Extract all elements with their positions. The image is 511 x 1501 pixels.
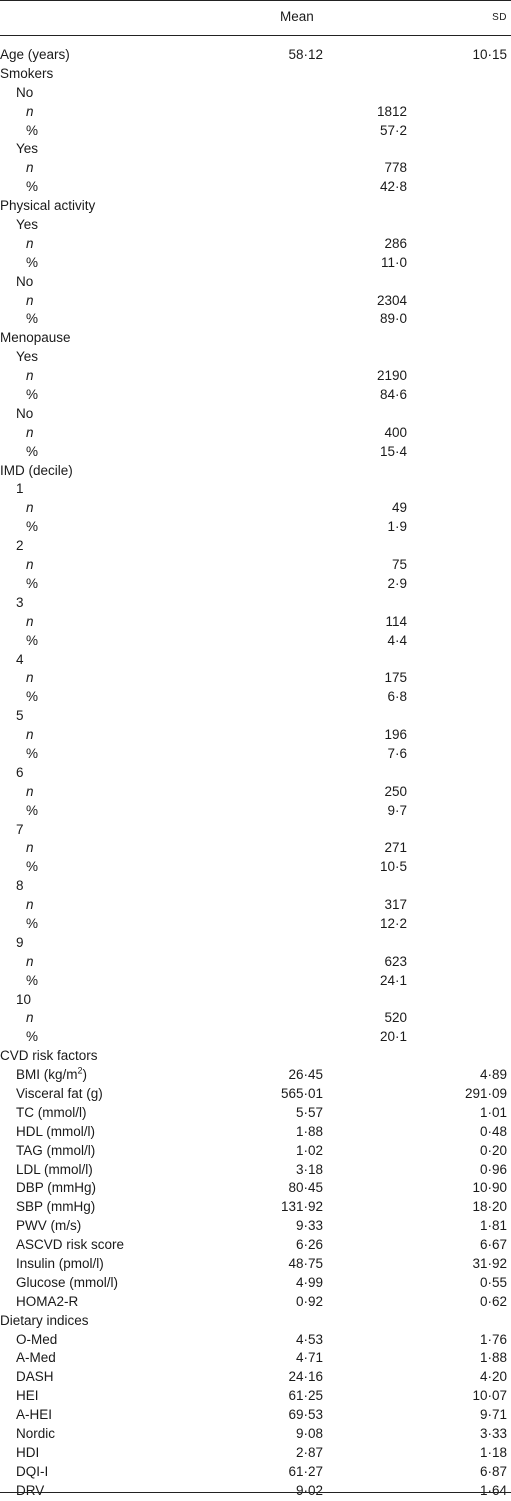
table-row: [0, 953, 511, 972]
row-label: No: [16, 273, 34, 289]
table-row: [0, 1444, 511, 1463]
sd-value: 0·48: [479, 1123, 507, 1139]
table-body: [0, 36, 511, 1501]
table-row: [0, 348, 511, 367]
table-row: [0, 462, 511, 481]
table-row: [0, 254, 511, 273]
table-row: [0, 103, 511, 122]
table-row: [0, 1142, 511, 1161]
row-label: n: [26, 1010, 34, 1026]
table-row: [0, 669, 511, 688]
row-label: n: [26, 368, 34, 384]
table-row: [0, 1047, 511, 1066]
table-row: [0, 216, 511, 235]
row-label: %: [26, 122, 39, 138]
row-label: ASCVD risk score: [16, 1237, 125, 1253]
count-value: 1·9: [387, 519, 407, 535]
row-label: %: [26, 519, 39, 535]
row-label: %: [26, 575, 39, 591]
row-label: n: [26, 897, 34, 913]
table-row: [0, 858, 511, 877]
row-label: %: [26, 179, 39, 195]
count-value: 2304: [376, 292, 407, 308]
row-label: 3: [16, 594, 24, 610]
count-value: 4·4: [387, 632, 407, 648]
row-label: HOMA2-R: [16, 1293, 79, 1309]
mean-value: 5·57: [295, 1104, 323, 1120]
table-row: [0, 1009, 511, 1028]
row-label: %: [26, 387, 39, 403]
table-header: [0, 1, 511, 35]
count-value: 175: [384, 670, 407, 686]
table-row: [0, 1425, 511, 1444]
row-label: A-HEI: [16, 1407, 53, 1423]
row-label: DRV: [16, 1482, 45, 1498]
row-label: Menopause: [0, 330, 71, 346]
table-row: [0, 1198, 511, 1217]
table-row: [0, 1123, 511, 1142]
count-value: 778: [384, 160, 407, 176]
row-label: CVD risk factors: [0, 1048, 98, 1064]
mean-value: 61·25: [288, 1388, 323, 1404]
table-row: [0, 443, 511, 462]
row-label: %: [26, 443, 39, 459]
table-row: [0, 934, 511, 953]
row-label: Insulin (pmol/l): [16, 1256, 104, 1271]
table-row: [0, 329, 511, 348]
mean-value: 4·71: [295, 1350, 323, 1366]
sd-value: 0·20: [479, 1142, 507, 1158]
row-label: %: [26, 859, 39, 875]
row-label: Dietary indices: [0, 1312, 89, 1328]
table-row: [0, 613, 511, 632]
row-label: n: [26, 840, 34, 856]
row-label: DQI-I: [16, 1463, 49, 1479]
table-row: [0, 159, 511, 178]
row-label: 7: [16, 821, 24, 837]
count-value: 317: [384, 897, 407, 913]
table-row: [0, 1028, 511, 1047]
sd-value: 0·62: [479, 1293, 507, 1309]
row-label: HEI: [16, 1388, 39, 1404]
sd-value: 3·33: [479, 1426, 507, 1442]
count-value: 15·4: [379, 443, 407, 459]
mean-value: 9·33: [295, 1218, 323, 1234]
table-row: [0, 235, 511, 254]
row-label: n: [26, 235, 34, 251]
row-label: BMI $(kg/m^2)$: [16, 1065, 88, 1083]
header-mean: Mean: [280, 9, 314, 24]
table-row: [0, 1085, 511, 1104]
sd-value: 6·67: [479, 1237, 507, 1253]
sd-value: 0·55: [479, 1274, 507, 1290]
table-row: [0, 46, 511, 65]
row-label: Physical activity: [0, 198, 96, 214]
sd-value: 6·87: [479, 1463, 507, 1479]
row-label: n: [26, 103, 34, 119]
count-value: 2·9: [387, 575, 407, 591]
row-label: n: [26, 424, 34, 440]
row-label: Visceral fat (g): [16, 1085, 103, 1101]
table-row: [0, 310, 511, 329]
sd-value: 10·90: [472, 1180, 507, 1196]
table-row: [0, 1331, 511, 1350]
mean-value: 6·26: [295, 1237, 323, 1253]
row-label: %: [26, 1029, 39, 1045]
row-label: Age (years): [0, 47, 70, 62]
row-label: n: [26, 613, 34, 629]
row-label: Yes: [16, 349, 39, 365]
table-row: [0, 556, 511, 575]
table-row: [0, 499, 511, 518]
row-label: DASH: [16, 1369, 54, 1385]
sd-value: 1·18: [479, 1444, 507, 1460]
table-row: [0, 1255, 511, 1274]
table-row: [0, 518, 511, 537]
mean-value: 69·53: [288, 1407, 323, 1423]
row-label: 10: [16, 991, 32, 1007]
sd-value: 10·15: [472, 47, 507, 62]
table-row: [0, 197, 511, 216]
mean-value: 131·92: [280, 1199, 323, 1215]
table-row: [0, 65, 511, 84]
row-label: Yes: [16, 217, 39, 233]
table-row: [0, 972, 511, 991]
table-row: [0, 915, 511, 934]
count-value: 42·8: [379, 179, 407, 195]
table-row: [0, 1293, 511, 1312]
row-label: SBP (mmHg): [16, 1199, 96, 1215]
row-label: 5: [16, 708, 24, 724]
table-row: [0, 84, 511, 103]
row-label: 9: [16, 934, 24, 950]
count-value: 271: [384, 840, 407, 856]
row-label: 6: [16, 764, 24, 780]
table-row: [0, 575, 511, 594]
count-value: 250: [384, 783, 407, 799]
table-row: [0, 178, 511, 197]
count-value: 196: [384, 727, 407, 743]
table-row: [0, 480, 511, 499]
row-label: 8: [16, 878, 24, 894]
row-label: Nordic: [16, 1426, 56, 1442]
table-row: [0, 839, 511, 858]
sd-value: 9·71: [479, 1407, 507, 1423]
table-row: [0, 877, 511, 896]
mean-value: 80·45: [288, 1180, 323, 1196]
table-row: [0, 1349, 511, 1368]
table-row: [0, 688, 511, 707]
sd-value: 10·07: [472, 1388, 507, 1404]
count-value: 49: [391, 500, 407, 516]
row-label: %: [26, 802, 39, 818]
table-row: [0, 991, 511, 1010]
header-sd: SD: [492, 12, 507, 23]
mean-value: 1·02: [295, 1142, 323, 1158]
count-value: 24·1: [379, 972, 407, 988]
mean-value: 3·18: [295, 1161, 323, 1177]
count-value: 57·2: [379, 122, 407, 138]
row-label: O-Med: [16, 1331, 58, 1347]
count-value: 84·6: [379, 387, 407, 403]
count-value: 7·6: [387, 745, 407, 761]
mean-value: 4·99: [295, 1274, 323, 1290]
mean-value: 24·16: [288, 1369, 323, 1385]
count-value: 12·2: [379, 915, 407, 931]
table-row: [0, 1179, 511, 1198]
row-label: 1: [16, 481, 24, 497]
row-label: n: [26, 670, 34, 686]
row-label: No: [16, 84, 34, 100]
row-label: %: [26, 254, 39, 270]
table-row: [0, 1312, 511, 1331]
row-label: LDL (mmol/l): [16, 1161, 93, 1177]
row-label: %: [26, 745, 39, 761]
table-row: [0, 632, 511, 651]
table-row: [0, 1104, 511, 1123]
row-label: n: [26, 292, 34, 308]
table-row: [0, 802, 511, 821]
table-row: [0, 1406, 511, 1425]
mean-value: 1·88: [295, 1123, 323, 1139]
table-row: [0, 1368, 511, 1387]
sd-value: 1·64: [479, 1482, 507, 1498]
row-label: Smokers: [0, 65, 54, 81]
table-row: [0, 122, 511, 141]
sd-value: 1·01: [479, 1104, 507, 1120]
row-label: %: [26, 311, 39, 327]
count-value: 2190: [376, 368, 407, 384]
table-row: [0, 140, 511, 159]
row-label: %: [26, 972, 39, 988]
table-row: [0, 707, 511, 726]
row-label: n: [26, 783, 34, 799]
row-label: n: [26, 953, 34, 969]
table-row: [0, 651, 511, 670]
table-row: [0, 783, 511, 802]
count-value: 20·1: [379, 1029, 407, 1045]
row-label: %: [26, 689, 39, 705]
table-row: [0, 764, 511, 783]
mean-value: 565·01: [280, 1085, 323, 1101]
table-row: [0, 1066, 511, 1085]
row-label: PWV (m/s): [16, 1218, 82, 1234]
row-label: n: [26, 557, 34, 573]
count-value: 89·0: [379, 311, 407, 327]
mean-value: 9·02: [295, 1482, 323, 1498]
count-value: 1812: [376, 103, 407, 119]
row-label: HDI: [16, 1444, 40, 1460]
count-value: 400: [384, 424, 407, 440]
table-row: [0, 292, 511, 311]
sd-value: 0·96: [479, 1161, 507, 1177]
table-row: [0, 896, 511, 915]
mean-value: 4·53: [295, 1331, 323, 1347]
row-label: No: [16, 405, 34, 421]
table-row: [0, 1463, 511, 1482]
row-label: %: [26, 915, 39, 931]
count-value: 9·7: [387, 802, 407, 818]
count-value: 286: [384, 235, 407, 251]
mean-value: 61·27: [288, 1463, 323, 1479]
count-value: 623: [384, 953, 407, 969]
table-row: [0, 1387, 511, 1406]
sd-value: 1·76: [479, 1331, 507, 1347]
table-row: [0, 594, 511, 613]
row-label: TC (mmol/l): [16, 1104, 87, 1120]
sd-value: 1·88: [479, 1350, 507, 1366]
bottom-rule: [0, 1492, 511, 1493]
row-label: TAG (mmol/l): [16, 1142, 96, 1158]
count-value: 10·5: [379, 859, 407, 875]
sd-value: 4·20: [479, 1369, 507, 1385]
sd-value: 18·20: [472, 1199, 507, 1215]
table-row: [0, 745, 511, 764]
row-label: HDL (mmol/l): [16, 1123, 95, 1139]
row-label: %: [26, 632, 39, 648]
table-row: [0, 1161, 511, 1180]
count-value: 520: [384, 1010, 407, 1026]
table-row: [0, 1236, 511, 1255]
count-value: 6·8: [387, 689, 407, 705]
table-row: [0, 537, 511, 556]
mean-value: 48·75: [288, 1256, 323, 1271]
table-row: [0, 821, 511, 840]
row-label: DBP (mmHg): [16, 1180, 97, 1196]
table-row: [0, 386, 511, 405]
mean-value: 2·87: [295, 1444, 323, 1460]
sd-value: 31·92: [472, 1256, 507, 1271]
table-row: [0, 1274, 511, 1293]
row-label: A-Med: [16, 1350, 56, 1366]
table-row: [0, 726, 511, 745]
count-value: 75: [391, 557, 407, 573]
row-label: 4: [16, 651, 24, 667]
row-label: n: [26, 500, 34, 516]
count-value: 114: [385, 613, 407, 629]
mean-value: 9·08: [295, 1426, 323, 1442]
table-row: [0, 367, 511, 386]
row-label: Glucose (mmol/l): [16, 1274, 119, 1290]
table-row: [0, 405, 511, 424]
row-label: Yes: [16, 141, 39, 157]
sd-value: 291·09: [464, 1085, 507, 1101]
row-label: IMD (decile): [0, 462, 73, 478]
table-row: [0, 1217, 511, 1236]
count-value: 11·0: [380, 254, 407, 270]
mean-value: 58·12: [288, 47, 323, 62]
row-label: n: [26, 160, 34, 176]
sd-value: 1·81: [479, 1218, 507, 1234]
table-row: [0, 273, 511, 292]
row-label: n: [26, 727, 34, 743]
sd-value: 4·89: [479, 1067, 507, 1083]
row-label: 2: [16, 538, 24, 554]
table-row: [0, 424, 511, 443]
mean-value: 26·45: [288, 1067, 323, 1083]
mean-value: 0·92: [295, 1293, 323, 1309]
